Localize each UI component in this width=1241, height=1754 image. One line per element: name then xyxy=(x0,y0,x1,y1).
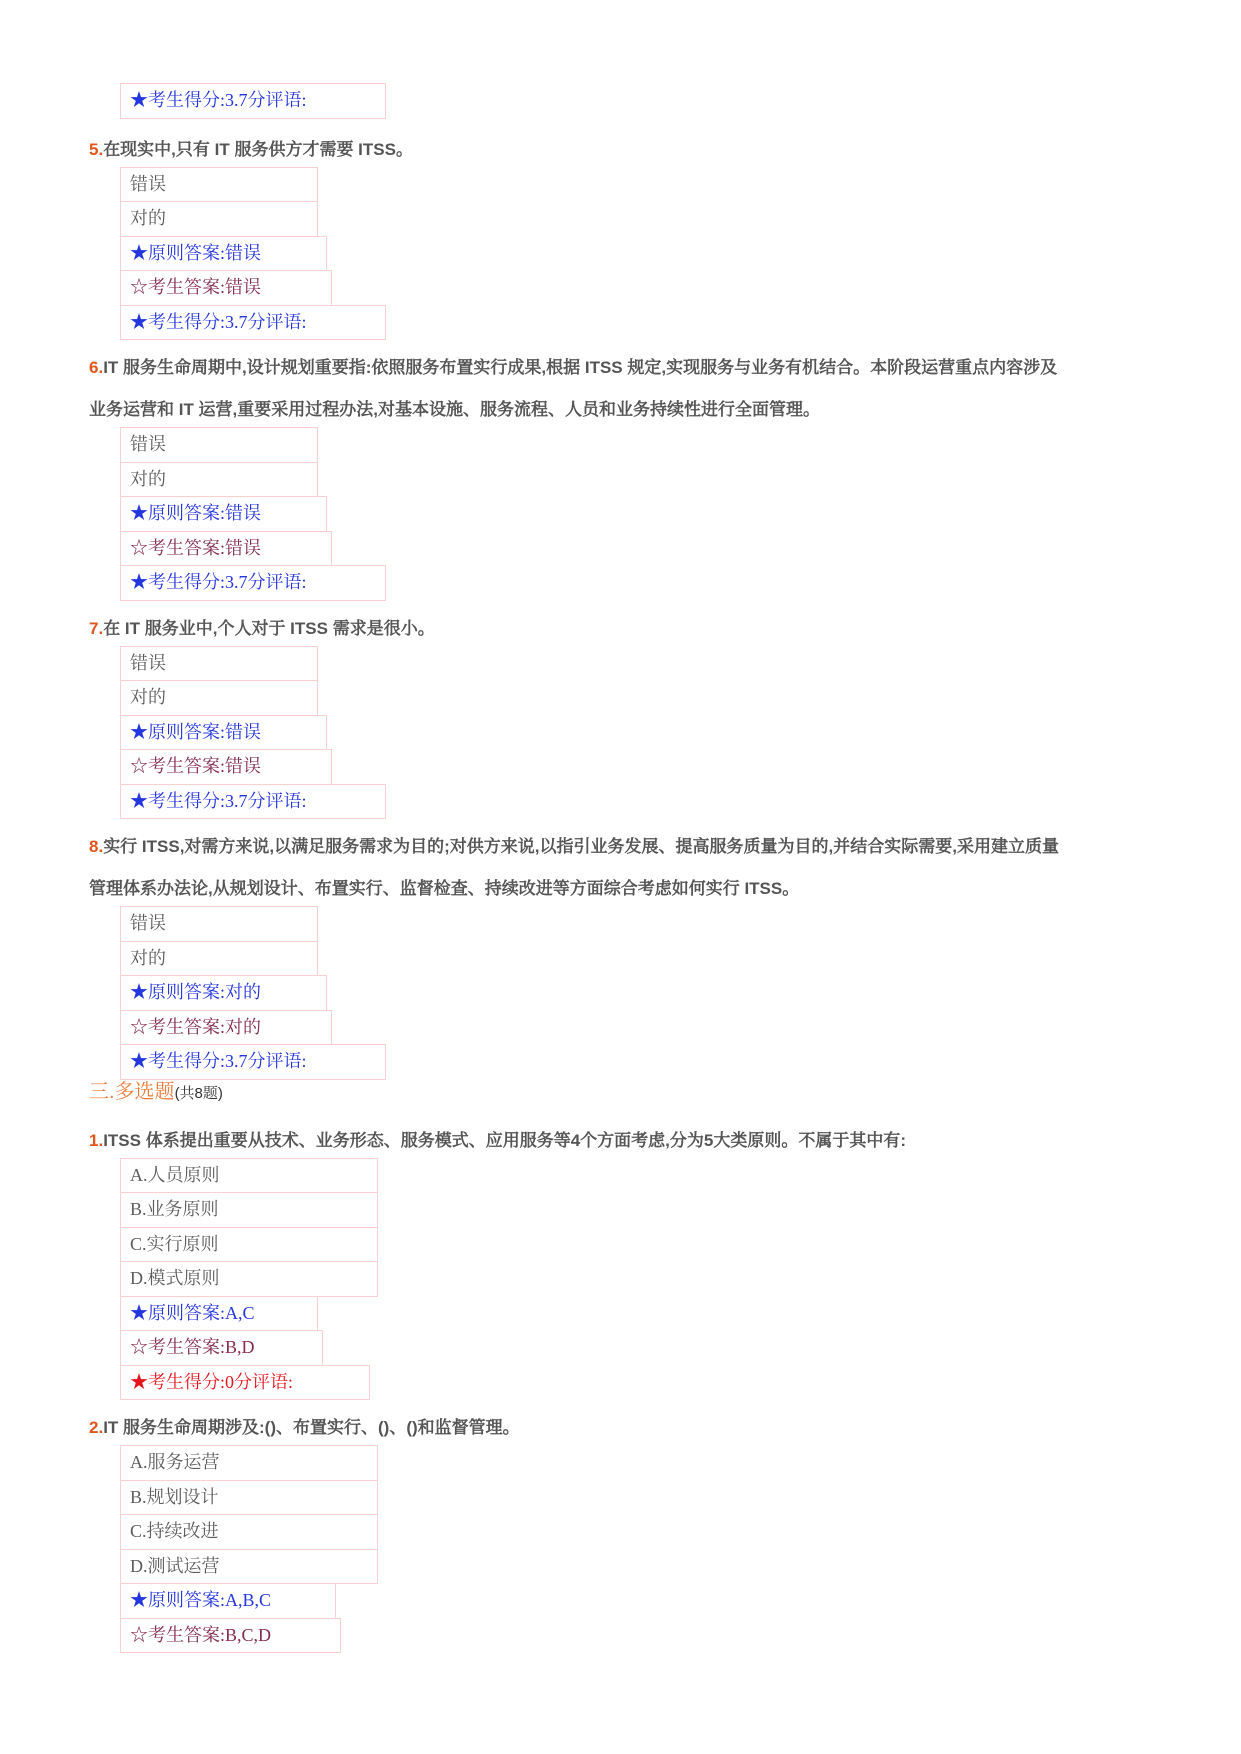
question-number: 6. xyxy=(89,358,104,377)
student-answer-text: 考生答案:错误 xyxy=(148,756,262,776)
student-score xyxy=(120,565,386,601)
student-answer-text: 考生答案:错误 xyxy=(148,537,262,558)
student-answer xyxy=(120,749,332,785)
question-6-options xyxy=(120,427,1241,601)
option-wrong: 错误 xyxy=(120,427,318,463)
mc-question-1-options xyxy=(120,1158,1241,1401)
question-7-options xyxy=(120,646,1241,820)
question-text: 实行 ITSS,对需方来说,以满足服务需求为目的;对供方来说,以指引业务发展、提高服务质量为目的,并结合实际需要,采用建立质量 xyxy=(103,837,1059,856)
student-answer-text: 考生答案:错误 xyxy=(148,277,262,297)
option-a: A.人员原则 xyxy=(120,1158,378,1194)
filled-star-icon: ★ xyxy=(130,90,148,110)
question-text: IT 服务生命周期中,设计规划重要指:依照服务布置实行成果,根据 ITSS 规定,实现服务与业务有机结合。本阶段运营重点内容涉及 xyxy=(103,358,1058,377)
student-answer xyxy=(120,270,332,306)
mc-question-2 xyxy=(89,1407,1241,1449)
question-text: 在 IT 服务业中,个人对于 ITSS 需求是很小。 xyxy=(103,618,435,638)
option-a: A.服务运营 xyxy=(120,1445,378,1481)
student-score xyxy=(120,784,386,820)
standard-answer xyxy=(120,496,327,532)
question-5-options xyxy=(120,167,1241,341)
option-d: D.测试运营 xyxy=(120,1549,378,1585)
mc-question-2-options xyxy=(120,1445,1241,1653)
student-answer-text: 考生答案:对的 xyxy=(148,1016,262,1037)
student-score xyxy=(120,1365,370,1401)
option-wrong: 错误 xyxy=(120,646,318,682)
option-wrong: 错误 xyxy=(120,167,318,203)
outline-star-icon: ☆ xyxy=(130,1337,148,1357)
question-line xyxy=(89,1120,1241,1162)
filled-star-icon: ★ xyxy=(130,721,148,742)
filled-star-icon: ★ xyxy=(130,503,148,523)
option-correct: 对的 xyxy=(120,201,318,237)
question-line xyxy=(89,826,1241,868)
question-text: 业务运营和 IT 运营,重要采用过程办法,对基本设施、服务流程、人员和业务持续性进行全面管理。 xyxy=(89,400,820,419)
outline-star-icon: ☆ xyxy=(130,537,148,558)
question-number: 5. xyxy=(89,139,104,159)
mc-question-1 xyxy=(89,1120,1241,1162)
question-8-options xyxy=(120,906,1241,1080)
student-score-text: 考生得分:3.7分评语: xyxy=(148,790,307,811)
option-b: B.规划设计 xyxy=(120,1480,378,1516)
option-correct: 对的 xyxy=(120,941,318,977)
filled-star-icon: ★ xyxy=(130,1302,148,1323)
standard-answer-text: 原则答案:错误 xyxy=(148,503,262,523)
filled-star-icon: ★ xyxy=(130,790,148,811)
section-title: 三.多选题 xyxy=(89,1080,175,1103)
question-number: 1. xyxy=(89,1130,104,1150)
filled-star-icon: ★ xyxy=(130,1051,148,1071)
question-number: 2. xyxy=(89,1418,104,1437)
student-answer-text: 考生答案:B,C,D xyxy=(148,1624,272,1645)
option-b: B.业务原则 xyxy=(120,1192,378,1228)
question-line xyxy=(89,868,1241,910)
student-answer-text: 考生答案:B,D xyxy=(148,1337,255,1357)
standard-answer-text: 原则答案:A,B,C xyxy=(148,1590,272,1610)
question-line xyxy=(89,1407,1241,1449)
question-text: ITSS 体系提出重要从技术、业务形态、服务模式、应用服务等4个方面考虑,分为5大类原则。不属于其中有: xyxy=(103,1130,906,1150)
section-title-multiple-choice xyxy=(89,1080,1241,1106)
option-correct: 对的 xyxy=(120,462,318,498)
question-text: IT 服务生命周期涉及:()、布置实行、()、()和监督管理。 xyxy=(103,1418,520,1437)
question-number: 7. xyxy=(89,618,104,638)
student-score xyxy=(120,1044,386,1080)
student-answer xyxy=(120,1618,341,1654)
student-score-text: 考生得分:3.7分评语: xyxy=(148,1051,307,1071)
student-answer xyxy=(120,1330,323,1366)
question-7 xyxy=(89,608,1241,650)
section-count: (共8题) xyxy=(174,1084,223,1102)
standard-answer-text: 原则答案:错误 xyxy=(148,242,262,263)
standard-answer-text: 原则答案:A,C xyxy=(148,1302,255,1323)
filled-star-icon: ★ xyxy=(130,572,148,592)
question-line xyxy=(89,389,1241,431)
student-score-text: 考生得分:3.7分评语: xyxy=(148,311,307,332)
filled-star-icon: ★ xyxy=(130,982,148,1002)
standard-answer xyxy=(120,1583,336,1619)
filled-star-icon: ★ xyxy=(130,1590,148,1610)
question-number: 8. xyxy=(89,837,104,856)
student-score xyxy=(120,83,386,119)
student-score-text: 考生得分:3.7分评语: xyxy=(148,572,307,592)
student-score-text: 考生得分:0分评语: xyxy=(148,1371,294,1392)
outline-star-icon: ☆ xyxy=(130,1016,148,1037)
outline-star-icon: ☆ xyxy=(130,756,148,776)
student-answer xyxy=(120,531,332,567)
standard-answer xyxy=(120,715,327,751)
filled-star-icon: ★ xyxy=(130,1371,148,1392)
student-answer xyxy=(120,1010,332,1046)
option-c: C.实行原则 xyxy=(120,1227,378,1263)
option-c: C.持续改进 xyxy=(120,1514,378,1550)
question-text: 在现实中,只有 IT 服务供方才需要 ITSS。 xyxy=(103,139,413,159)
question-6 xyxy=(89,347,1241,431)
question-line xyxy=(89,608,1241,650)
question-8 xyxy=(89,826,1241,910)
standard-answer-text: 原则答案:错误 xyxy=(148,721,262,742)
student-score xyxy=(120,305,386,341)
filled-star-icon: ★ xyxy=(130,242,148,263)
question-5 xyxy=(89,129,1241,171)
filled-star-icon: ★ xyxy=(130,311,148,332)
question-line xyxy=(89,129,1241,171)
previous-question-result xyxy=(120,83,1241,119)
option-correct: 对的 xyxy=(120,680,318,716)
outline-star-icon: ☆ xyxy=(130,277,148,297)
standard-answer xyxy=(120,1296,318,1332)
standard-answer-text: 原则答案:对的 xyxy=(148,982,262,1002)
option-wrong: 错误 xyxy=(120,906,318,942)
question-text: 管理体系办法论,从规划设计、布置实行、监督检查、持续改进等方面综合考虑如何实行 ITSS。 xyxy=(89,879,800,898)
standard-answer xyxy=(120,975,327,1011)
student-score-text: 考生得分:3.7分评语: xyxy=(148,90,307,110)
outline-star-icon: ☆ xyxy=(130,1624,148,1645)
option-d: D.模式原则 xyxy=(120,1261,378,1297)
standard-answer xyxy=(120,236,327,272)
question-line xyxy=(89,347,1241,389)
